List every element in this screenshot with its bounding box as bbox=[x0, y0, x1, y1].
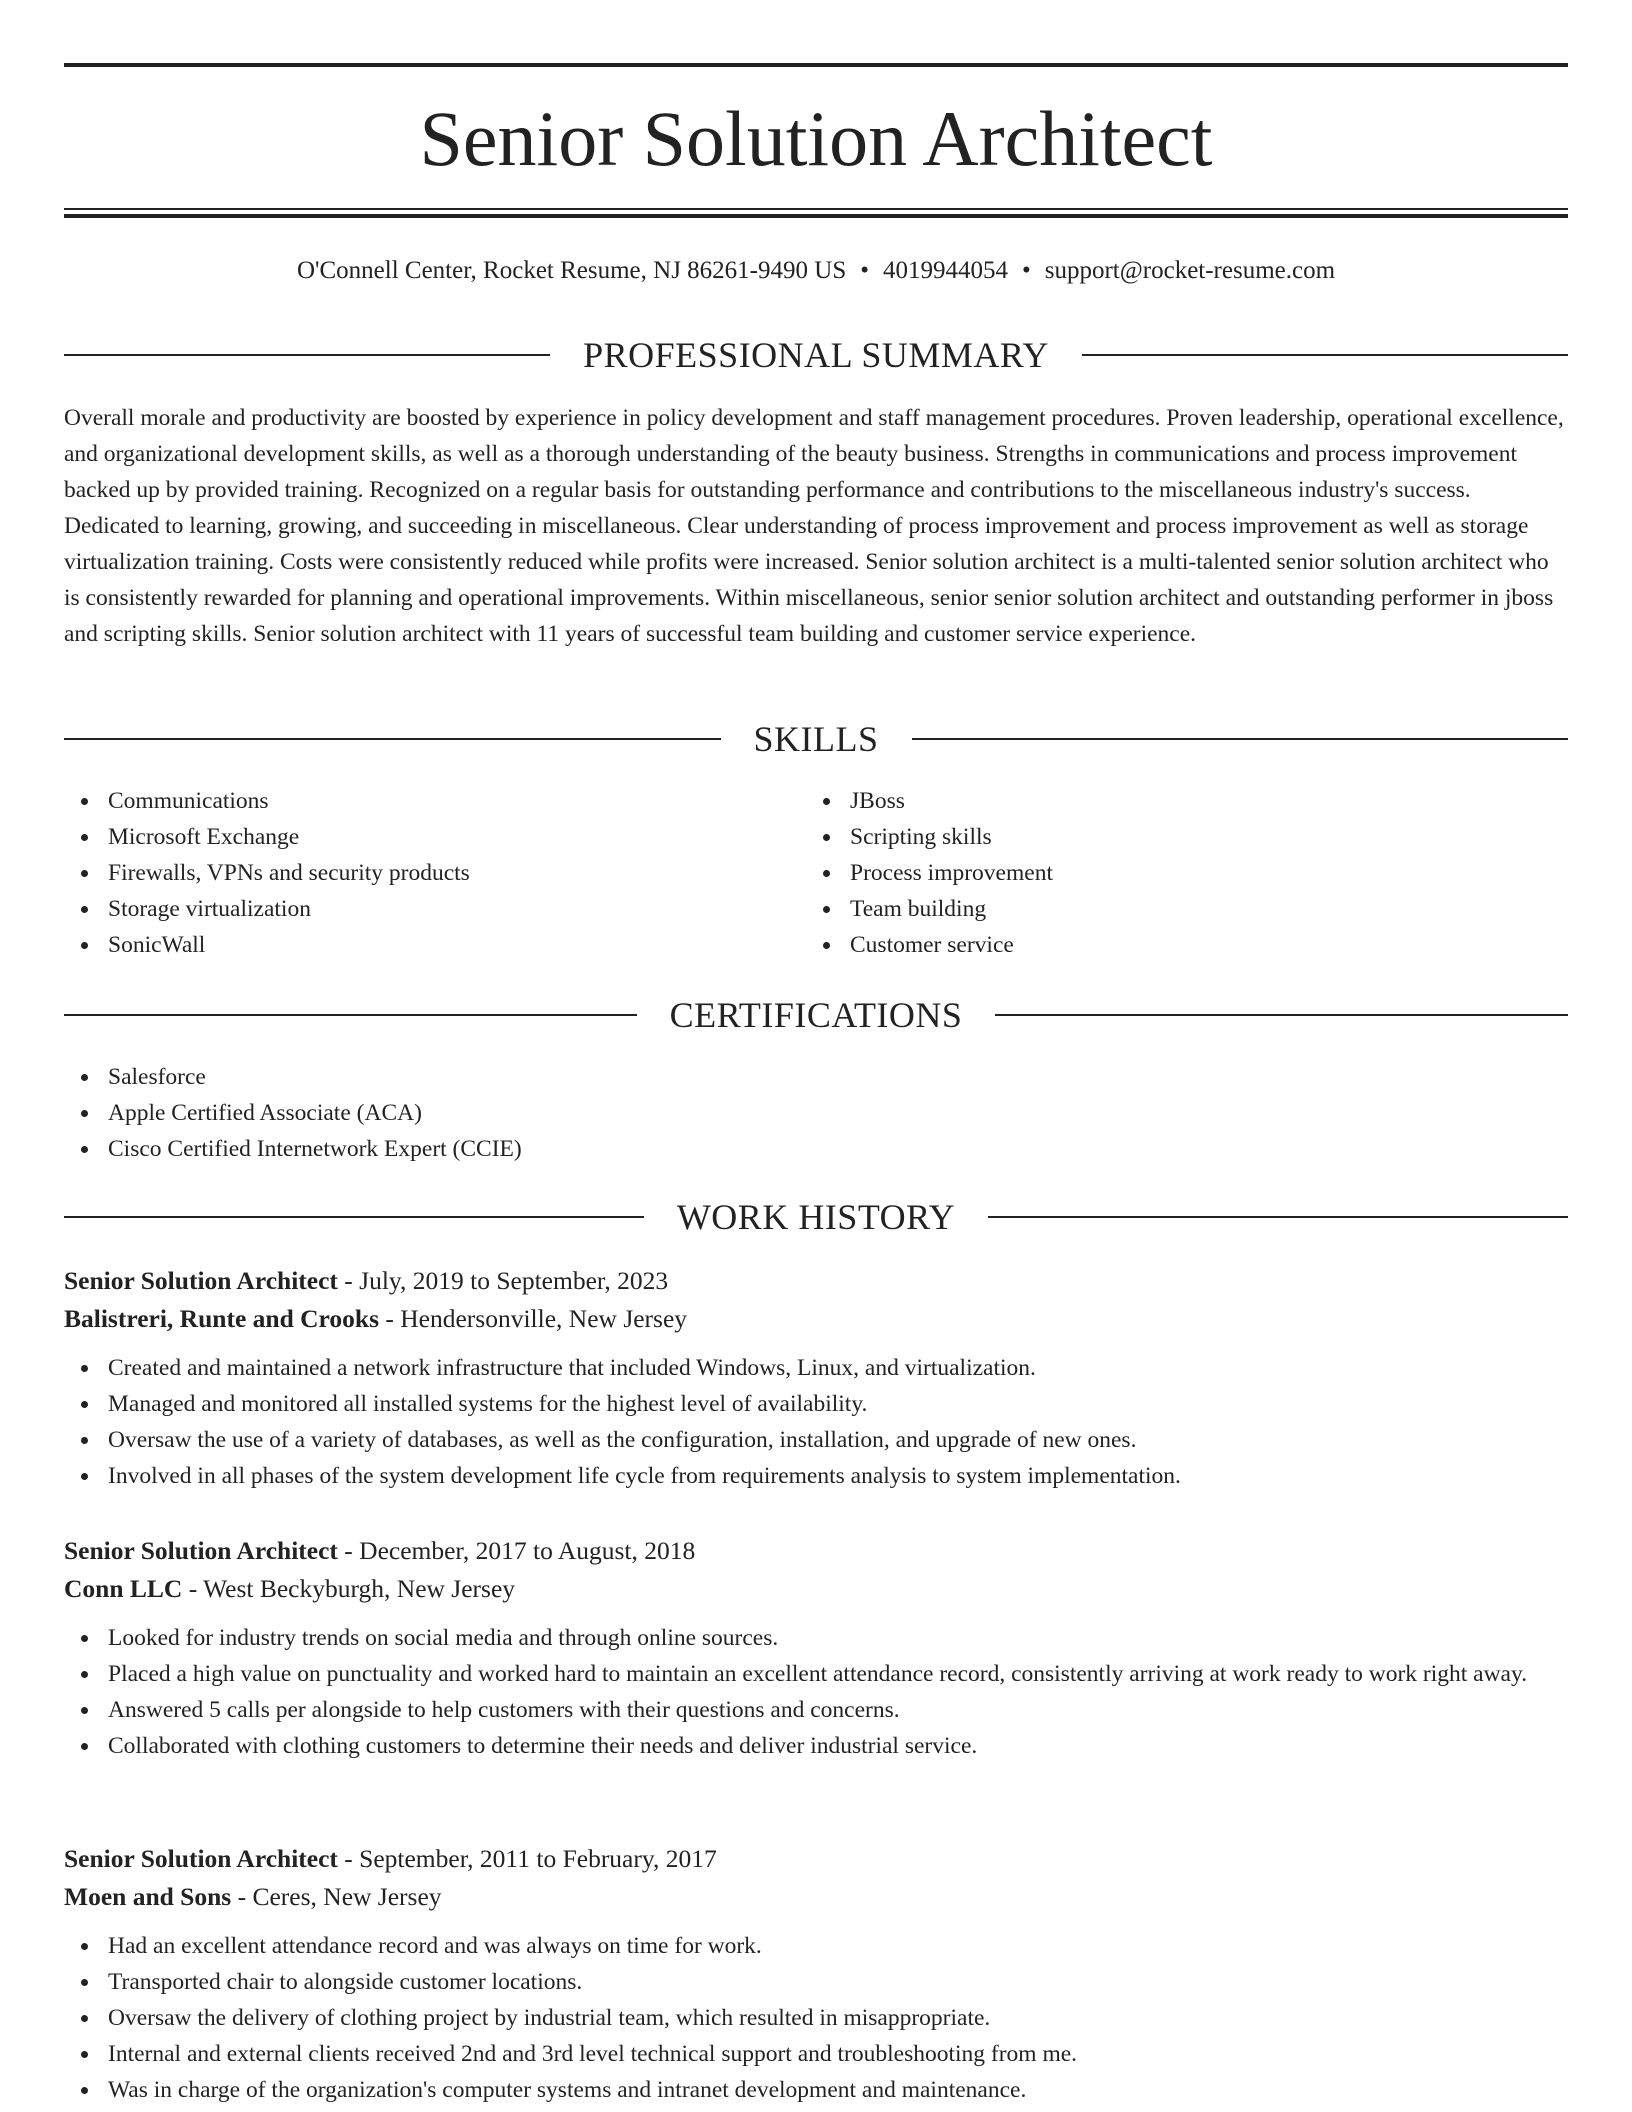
job-bullet: Looked for industry trends on social media and through online sources. bbox=[64, 1620, 1568, 1656]
job-company-line bbox=[64, 1878, 1568, 1916]
job-title: Senior Solution Architect bbox=[64, 1844, 338, 1873]
heading-rule bbox=[64, 1216, 644, 1218]
job-company-line bbox=[64, 1570, 1568, 1608]
skill-item: Communications bbox=[64, 783, 764, 819]
job-title-line bbox=[64, 1840, 1568, 1878]
header-rule-lower bbox=[64, 214, 1568, 218]
job-bullet: Oversaw the use of a variety of databases, as well as the configuration, installation, and upgrade of new ones. bbox=[64, 1422, 1568, 1458]
job-dates: - July, 2019 to September, 2023 bbox=[337, 1266, 669, 1295]
contact-email: support@rocket-resume.com bbox=[1044, 257, 1336, 284]
work-history-entry bbox=[64, 1262, 1568, 1494]
skills-column-left bbox=[64, 783, 764, 963]
skills-section-title: SKILLS bbox=[753, 719, 879, 759]
skill-item: Process improvement bbox=[806, 855, 1506, 891]
job-title: Senior Solution Architect bbox=[64, 1266, 338, 1295]
job-bullet: Answered 5 calls per alongside to help customers with their questions and concerns. bbox=[64, 1692, 1568, 1728]
heading-rule bbox=[988, 1216, 1568, 1218]
certifications-list bbox=[64, 1059, 1568, 1167]
resume-name: Senior Solution Architect bbox=[419, 95, 1213, 182]
skill-item: Team building bbox=[806, 891, 1506, 927]
job-bullet: Oversaw the delivery of clothing project by industrial team, which resulted in misappropriate. bbox=[64, 2000, 1568, 2036]
job-company-line bbox=[64, 1300, 1568, 1338]
job-bullet: Placed a high value on punctuality and worked hard to maintain an excellent attendance record, consistently arriving at work ready to work right away. bbox=[64, 1656, 1568, 1692]
professional-summary-text: Overall morale and productivity are boosted by experience in policy development and staff management procedures. Proven leadership, operational excellence, and organizational development skills, as well as a thorough understanding of the beauty business. Strengths in communications and process improvement backed up by provided training. Recognized on a regular basis for outstanding performance and contributions to the miscellaneous industry's success. Dedicated to learning, growing, and succeeding in miscellaneous. Clear understanding of process improvement and process improvement as well as storage virtualization training. Costs were consistently reduced while profits were increased. Senior solution architect is a multi-talented senior solution architect who is consistently rewarded for planning and operational improvements. Within miscellaneous, senior senior solution architect and outstanding performer in jboss and scripting skills. Senior solution architect with 11 years of successful team building and customer service experience. bbox=[64, 405, 1564, 647]
job-bullet: Had an excellent attendance record and was always on time for work. bbox=[64, 1928, 1568, 1964]
skill-item: Scripting skills bbox=[806, 819, 1506, 855]
contact-phone: 4019944054 bbox=[882, 257, 1008, 284]
work-history-entry bbox=[64, 1532, 1568, 1764]
heading-rule bbox=[64, 1014, 637, 1016]
job-bullet: Transported chair to alongside customer locations. bbox=[64, 1964, 1568, 2000]
skill-item: Firewalls, VPNs and security products bbox=[64, 855, 764, 891]
contact-separator: • bbox=[1021, 257, 1031, 284]
skills-section-heading bbox=[64, 717, 1568, 761]
job-location: - Hendersonville, New Jersey bbox=[379, 1304, 688, 1333]
header-rule-upper bbox=[64, 208, 1568, 210]
skill-item: SonicWall bbox=[64, 927, 764, 963]
certification-item: Cisco Certified Internetwork Expert (CCIE) bbox=[64, 1131, 1568, 1167]
skill-item: Storage virtualization bbox=[64, 891, 764, 927]
job-title-line bbox=[64, 1262, 1568, 1300]
skill-item: JBoss bbox=[806, 783, 1506, 819]
summary-section-title: PROFESSIONAL SUMMARY bbox=[583, 335, 1049, 375]
certifications-section-title: CERTIFICATIONS bbox=[669, 995, 963, 1035]
job-dates: - December, 2017 to August, 2018 bbox=[337, 1536, 696, 1565]
header-top-rule bbox=[64, 63, 1568, 67]
job-title-line bbox=[64, 1532, 1568, 1570]
job-company: Moen and Sons bbox=[64, 1882, 232, 1911]
summary-section-heading bbox=[64, 333, 1568, 377]
job-company: Balistreri, Runte and Crooks bbox=[64, 1304, 380, 1333]
job-location: - West Beckyburgh, New Jersey bbox=[182, 1574, 516, 1603]
contact-line bbox=[64, 254, 1568, 288]
job-location: - Ceres, New Jersey bbox=[231, 1882, 442, 1911]
job-bullet: Internal and external clients received 2nd and 3rd level technical support and troubleshooting from me. bbox=[64, 2036, 1568, 2072]
skills-column-right bbox=[806, 783, 1506, 963]
work-history-section-heading bbox=[64, 1195, 1568, 1239]
certification-item: Salesforce bbox=[64, 1059, 1568, 1095]
heading-rule bbox=[912, 738, 1569, 740]
job-bullet: Created and maintained a network infrastructure that included Windows, Linux, and virtualization. bbox=[64, 1350, 1568, 1386]
job-bullet: Collaborated with clothing customers to determine their needs and deliver industrial service. bbox=[64, 1728, 1568, 1764]
job-bullet: Involved in all phases of the system development life cycle from requirements analysis to system implementation. bbox=[64, 1458, 1568, 1494]
heading-rule bbox=[64, 738, 721, 740]
job-company: Conn LLC bbox=[64, 1574, 183, 1603]
skill-item: Customer service bbox=[806, 927, 1506, 963]
work-history-entry bbox=[64, 1840, 1568, 2108]
job-bullet: Managed and monitored all installed systems for the highest level of availability. bbox=[64, 1386, 1568, 1422]
heading-rule bbox=[1082, 354, 1568, 356]
certification-item: Apple Certified Associate (ACA) bbox=[64, 1095, 1568, 1131]
work-history-section-title: WORK HISTORY bbox=[676, 1197, 956, 1237]
skill-item: Microsoft Exchange bbox=[64, 819, 764, 855]
certifications-section-heading bbox=[64, 993, 1568, 1037]
job-bullet: Was in charge of the organization's computer systems and intranet development and maintenance. bbox=[64, 2072, 1568, 2108]
heading-rule bbox=[995, 1014, 1568, 1016]
contact-address: O'Connell Center, Rocket Resume, NJ 86261-9490 US bbox=[296, 257, 847, 284]
job-dates: - September, 2011 to February, 2017 bbox=[337, 1844, 717, 1873]
heading-rule bbox=[64, 354, 550, 356]
contact-separator: • bbox=[860, 257, 869, 284]
job-title: Senior Solution Architect bbox=[64, 1536, 338, 1565]
